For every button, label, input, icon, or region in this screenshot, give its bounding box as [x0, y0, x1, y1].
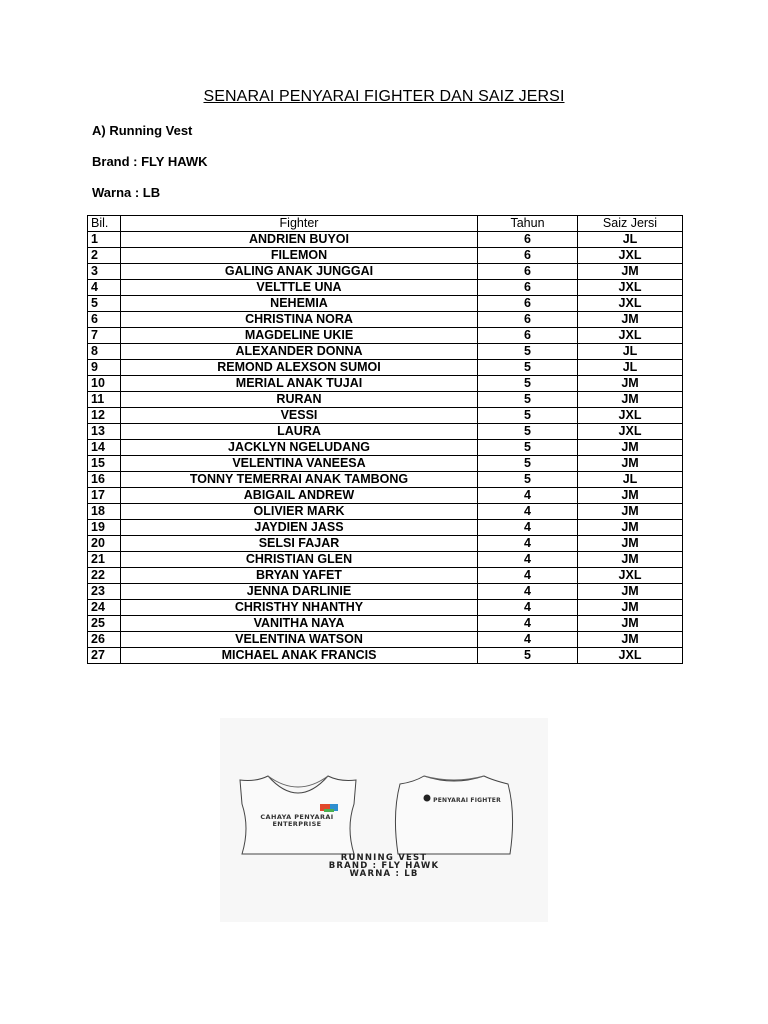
row-fighter-name: VELENTINA WATSON	[121, 632, 478, 648]
row-fighter-name: FILEMON	[121, 248, 478, 264]
row-bil: 23	[88, 584, 121, 600]
row-bil: 27	[88, 648, 121, 664]
table-row	[88, 552, 683, 568]
row-fighter-name: CHRISTHY NHANTHY	[121, 600, 478, 616]
row-fighter-name: ALEXANDER DONNA	[121, 344, 478, 360]
table-row	[88, 440, 683, 456]
table-row	[88, 568, 683, 584]
row-saiz-jersi: JXL	[578, 648, 683, 664]
row-bil: 12	[88, 408, 121, 424]
row-fighter-name: RURAN	[121, 392, 478, 408]
row-saiz-jersi: JM	[578, 616, 683, 632]
row-fighter-name: REMOND ALEXSON SUMOI	[121, 360, 478, 376]
row-fighter-name: VANITHA NAYA	[121, 616, 478, 632]
row-tahun: 6	[478, 280, 578, 296]
vest-back-text: PENYARAI FIGHTER	[433, 797, 501, 804]
fighter-table-body	[88, 232, 683, 664]
row-tahun: 4	[478, 552, 578, 568]
table-row	[88, 616, 683, 632]
table-row	[88, 504, 683, 520]
row-tahun: 6	[478, 232, 578, 248]
row-saiz-jersi: JXL	[578, 568, 683, 584]
row-saiz-jersi: JM	[578, 520, 683, 536]
row-bil: 9	[88, 360, 121, 376]
table-row	[88, 344, 683, 360]
row-bil: 20	[88, 536, 121, 552]
row-fighter-name: OLIVIER MARK	[121, 504, 478, 520]
row-bil: 18	[88, 504, 121, 520]
row-saiz-jersi: JM	[578, 264, 683, 280]
table-row	[88, 296, 683, 312]
row-saiz-jersi: JM	[578, 456, 683, 472]
table-row	[88, 264, 683, 280]
row-bil: 24	[88, 600, 121, 616]
header-bil: Bil.	[88, 216, 121, 232]
row-tahun: 5	[478, 376, 578, 392]
row-tahun: 6	[478, 296, 578, 312]
color-label: Warna : LB	[92, 185, 161, 200]
row-fighter-name: BRYAN YAFET	[121, 568, 478, 584]
row-bil: 7	[88, 328, 121, 344]
row-saiz-jersi: JM	[578, 600, 683, 616]
row-tahun: 6	[478, 312, 578, 328]
row-saiz-jersi: JL	[578, 360, 683, 376]
row-tahun: 5	[478, 360, 578, 376]
row-saiz-jersi: JM	[578, 552, 683, 568]
row-tahun: 4	[478, 568, 578, 584]
row-tahun: 6	[478, 328, 578, 344]
table-row	[88, 424, 683, 440]
row-saiz-jersi: JXL	[578, 424, 683, 440]
row-tahun: 4	[478, 536, 578, 552]
row-tahun: 5	[478, 440, 578, 456]
row-bil: 6	[88, 312, 121, 328]
row-bil: 3	[88, 264, 121, 280]
row-saiz-jersi: JM	[578, 440, 683, 456]
row-fighter-name: VELTTLE UNA	[121, 280, 478, 296]
row-saiz-jersi: JM	[578, 632, 683, 648]
row-bil: 1	[88, 232, 121, 248]
table-row	[88, 632, 683, 648]
row-fighter-name: MICHAEL ANAK FRANCIS	[121, 648, 478, 664]
header-fighter: Fighter	[121, 216, 478, 232]
row-tahun: 4	[478, 632, 578, 648]
row-saiz-jersi: JXL	[578, 280, 683, 296]
section-label: A) Running Vest	[92, 123, 193, 138]
vest-caption-line3: WARNA : LB	[349, 869, 419, 879]
row-fighter-name: CHRISTINA NORA	[121, 312, 478, 328]
row-tahun: 6	[478, 248, 578, 264]
row-tahun: 5	[478, 648, 578, 664]
table-row	[88, 648, 683, 664]
table-row	[88, 232, 683, 248]
row-fighter-name: NEHEMIA	[121, 296, 478, 312]
row-bil: 16	[88, 472, 121, 488]
table-row	[88, 248, 683, 264]
row-fighter-name: LAURA	[121, 424, 478, 440]
row-fighter-name: VESSI	[121, 408, 478, 424]
row-bil: 17	[88, 488, 121, 504]
row-bil: 21	[88, 552, 121, 568]
row-bil: 11	[88, 392, 121, 408]
row-saiz-jersi: JXL	[578, 296, 683, 312]
row-saiz-jersi: JL	[578, 472, 683, 488]
row-saiz-jersi: JM	[578, 312, 683, 328]
row-bil: 15	[88, 456, 121, 472]
table-row	[88, 536, 683, 552]
row-fighter-name: JENNA DARLINIE	[121, 584, 478, 600]
row-tahun: 4	[478, 520, 578, 536]
vest-back-outline	[395, 776, 512, 854]
header-tahun: Tahun	[478, 216, 578, 232]
row-fighter-name: JAYDIEN JASS	[121, 520, 478, 536]
row-bil: 2	[88, 248, 121, 264]
row-fighter-name: GALING ANAK JUNGGAI	[121, 264, 478, 280]
row-bil: 8	[88, 344, 121, 360]
vest-caption	[220, 854, 548, 878]
table-row	[88, 456, 683, 472]
row-saiz-jersi: JL	[578, 344, 683, 360]
row-bil: 19	[88, 520, 121, 536]
row-fighter-name: SELSI FAJAR	[121, 536, 478, 552]
row-bil: 22	[88, 568, 121, 584]
row-bil: 14	[88, 440, 121, 456]
row-saiz-jersi: JXL	[578, 408, 683, 424]
brand-label: Brand : FLY HAWK	[92, 154, 208, 169]
row-fighter-name: ABIGAIL ANDREW	[121, 488, 478, 504]
vest-front-text-line2: ENTERPRISE	[272, 820, 322, 828]
row-bil: 13	[88, 424, 121, 440]
row-tahun: 4	[478, 600, 578, 616]
row-fighter-name: JACKLYN NGELUDANG	[121, 440, 478, 456]
table-row	[88, 584, 683, 600]
row-bil: 26	[88, 632, 121, 648]
vest-caption-line1: RUNNING VEST	[340, 853, 428, 863]
table-row	[88, 280, 683, 296]
vest-front-text	[238, 814, 356, 828]
table-row	[88, 312, 683, 328]
row-saiz-jersi: JL	[578, 232, 683, 248]
table-row	[88, 472, 683, 488]
table-row	[88, 488, 683, 504]
row-bil: 4	[88, 280, 121, 296]
row-saiz-jersi: JM	[578, 584, 683, 600]
row-saiz-jersi: JM	[578, 392, 683, 408]
row-tahun: 4	[478, 504, 578, 520]
row-fighter-name: ANDRIEN BUYOI	[121, 232, 478, 248]
row-fighter-name: VELENTINA VANEESA	[121, 456, 478, 472]
page-title: SENARAI PENYARAI FIGHTER DAN SAIZ JERSI	[203, 88, 565, 105]
table-row	[88, 328, 683, 344]
vest-front-text-line1: CAHAYA PENYARAI	[260, 813, 334, 821]
row-bil: 5	[88, 296, 121, 312]
header-saiz-jersi: Saiz Jersi	[578, 216, 683, 232]
row-saiz-jersi: JXL	[578, 248, 683, 264]
row-tahun: 5	[478, 424, 578, 440]
row-saiz-jersi: JM	[578, 536, 683, 552]
row-tahun: 4	[478, 616, 578, 632]
vest-caption-line2: BRAND : FLY HAWK	[328, 861, 440, 871]
table-row	[88, 520, 683, 536]
table-row	[88, 600, 683, 616]
row-tahun: 5	[478, 456, 578, 472]
row-tahun: 6	[478, 264, 578, 280]
row-tahun: 5	[478, 472, 578, 488]
row-tahun: 4	[478, 584, 578, 600]
table-row	[88, 360, 683, 376]
table-row	[88, 392, 683, 408]
fighter-table	[87, 215, 683, 664]
row-bil: 25	[88, 616, 121, 632]
row-fighter-name: MERIAL ANAK TUJAI	[121, 376, 478, 392]
row-tahun: 5	[478, 392, 578, 408]
table-row	[88, 408, 683, 424]
row-saiz-jersi: JXL	[578, 328, 683, 344]
row-fighter-name: TONNY TEMERRAI ANAK TAMBONG	[121, 472, 478, 488]
row-saiz-jersi: JM	[578, 488, 683, 504]
row-saiz-jersi: JM	[578, 376, 683, 392]
row-saiz-jersi: JM	[578, 504, 683, 520]
running-vest-image	[220, 718, 548, 922]
row-tahun: 5	[478, 344, 578, 360]
table-header-row	[88, 216, 683, 232]
row-fighter-name: CHRISTIAN GLEN	[121, 552, 478, 568]
row-bil: 10	[88, 376, 121, 392]
row-tahun: 5	[478, 408, 578, 424]
row-fighter-name: MAGDELINE UKIE	[121, 328, 478, 344]
row-tahun: 4	[478, 488, 578, 504]
table-row	[88, 376, 683, 392]
